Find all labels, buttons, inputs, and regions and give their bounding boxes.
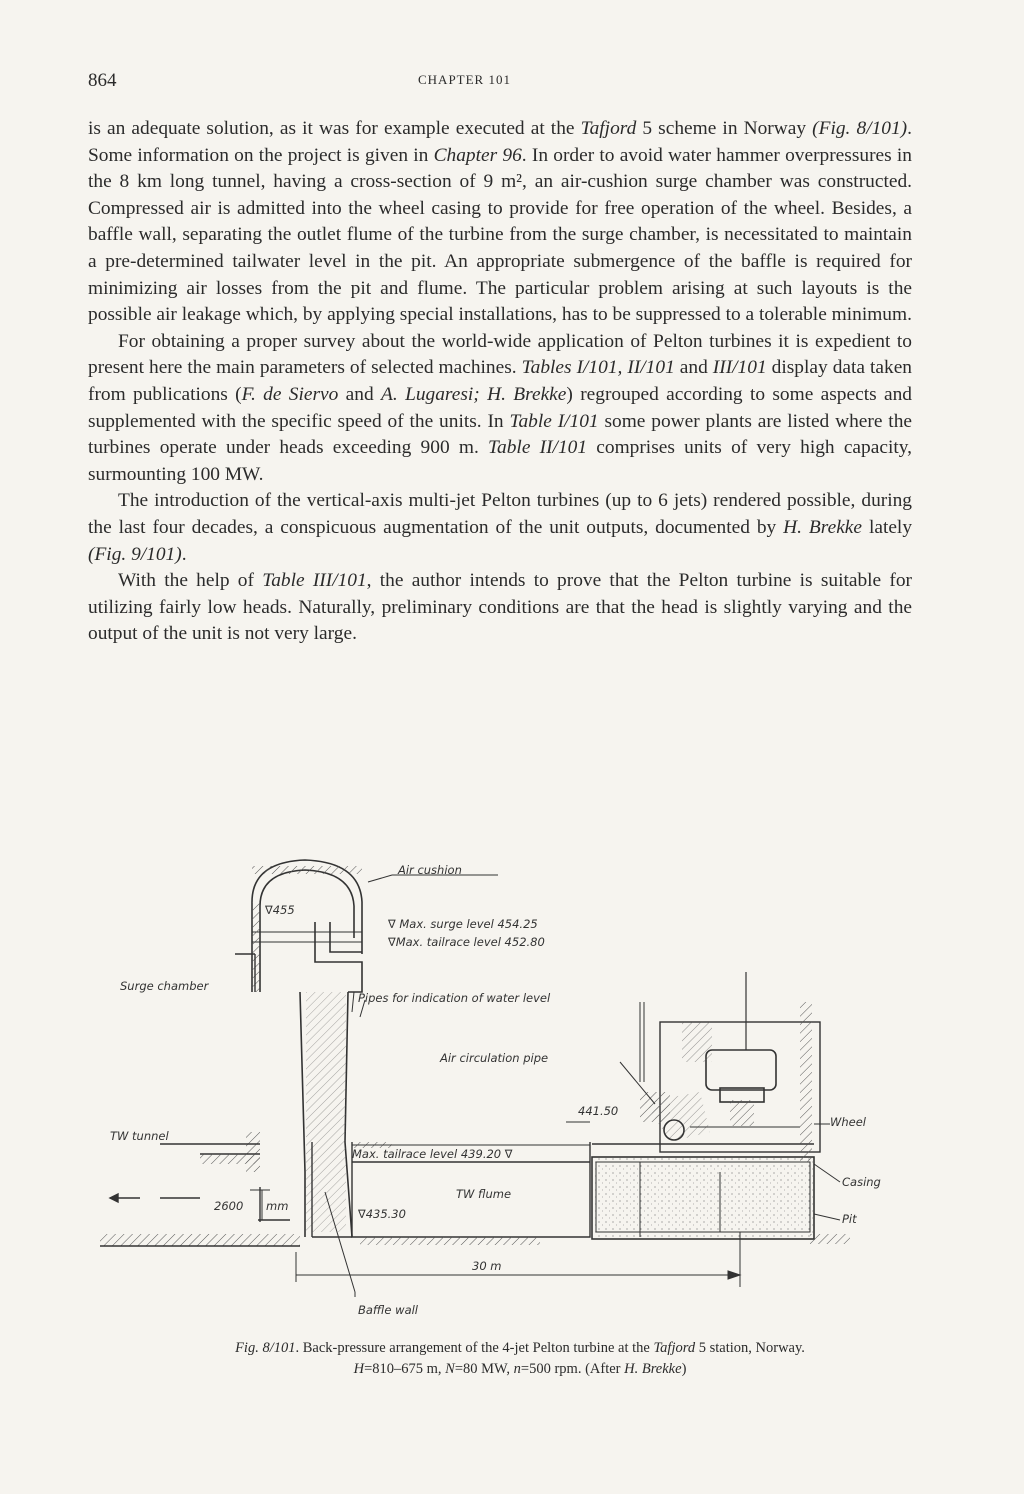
label-pit: Pit <box>842 1212 857 1226</box>
text-run: For obtaining a proper survey about the world-wide application of Pelton turbines it is expedient to present here the main parameters of selected machines. <box>88 330 912 379</box>
label-air-circulation: Air circulation pipe <box>440 1051 549 1065</box>
italic-run: Table I/101 <box>509 410 599 432</box>
label-max-tailrace-2: Max. tailrace level 439.20 ∇ <box>352 1147 513 1161</box>
text-run: =80 MW, <box>454 1361 514 1377</box>
text-run: and <box>338 383 382 405</box>
label-surge-chamber: Surge chamber <box>120 979 209 993</box>
paragraph <box>88 568 912 648</box>
body-text <box>88 116 912 648</box>
text-run: is an adequate solution, as it was for example executed at the <box>88 118 581 139</box>
label-elev-43530: ∇435.30 <box>358 1207 406 1221</box>
text-run: and <box>674 357 713 379</box>
italic-run: H. Brekke <box>624 1361 682 1377</box>
italic-run: Tafjord <box>653 1340 696 1356</box>
label-max-surge: ∇ Max. surge level 454.25 <box>388 917 538 931</box>
text-run: comprises units of very high capacity, surmounting 100 MW. <box>88 437 913 485</box>
text-run: =810–675 m, <box>364 1361 446 1377</box>
italic-run: Table II/101 <box>488 437 588 459</box>
text-run: display data taken from publications ( <box>88 357 912 405</box>
text-run: 5 scheme in Norway <box>636 118 813 139</box>
italic-run: Fig. 8/101 <box>235 1340 296 1356</box>
italic-run: F. de Siervo <box>241 383 339 405</box>
italic-run: H <box>353 1361 365 1377</box>
text-run: 5 station, Norway. <box>695 1340 805 1356</box>
chapter-title: CHAPTER 101 <box>418 72 511 87</box>
label-elev-455: ∇455 <box>265 903 295 917</box>
label-elev-44150: 441.50 <box>578 1104 619 1118</box>
label-max-tailrace: ∇Max. tailrace level 452.80 <box>388 935 545 949</box>
paragraph <box>88 116 912 329</box>
paragraph <box>88 329 912 489</box>
label-dim-2600: 2600 <box>214 1199 244 1213</box>
label-air-cushion: Air cushion <box>398 863 462 877</box>
italic-run: A. Lugaresi; H. Brekke <box>381 383 567 405</box>
italic-run: III/101 <box>712 357 767 379</box>
italic-run: Tafjord <box>580 118 637 139</box>
text-run: =500 rpm. (After <box>520 1361 625 1377</box>
page-header <box>88 70 912 94</box>
italic-run: H. Brekke <box>783 516 863 538</box>
label-pipes: Pipes for indication of water level <box>358 991 551 1005</box>
page-number: 864 <box>88 70 117 91</box>
text-run: ) regrouped according to some aspects and supplemented with the specific speed of the units. In <box>88 383 912 432</box>
text-run: . Back-pressure arrangement of the 4-jet Pelton turbine at the <box>295 1340 654 1356</box>
text-run: . In order to avoid water hammer overpressures in the 8 km long tunnel, having a cross-section of 9 m², an air-cushion surge chamber was constructed. Compressed air is admitted into the wheel casing to provide for free operation of the wheel. Besides, a baffle wall, separating the outlet flume of the turbine from the surge chamber, is necessitated to maintain a pre-determined tailwater level in the pit. An appropriate submergence of the baffle is required for minimizing air losses from the pit and flume. The particular problem arising at such layouts is the possible air leakage which, by applying special installations, has to be suppressed to a tolerable minimum. <box>88 144 912 326</box>
text-run: With the help of <box>118 570 263 592</box>
text-run: some power plants are listed where the turbines operate under heads exceeding 900 m. <box>88 410 912 459</box>
label-dim-30m: 30 m <box>472 1259 502 1273</box>
label-tw-flume: TW flume <box>456 1187 512 1201</box>
italic-run: (Fig. 8/101) <box>812 118 908 139</box>
text-run: ) <box>681 1361 687 1377</box>
label-wheel: Wheel <box>830 1115 867 1129</box>
paragraph <box>88 488 912 568</box>
italic-run: Tables I/101, II/101 <box>521 357 675 379</box>
italic-run: Chapter 96 <box>433 144 522 166</box>
label-unit-mm: mm <box>266 1199 289 1213</box>
label-casing: Casing <box>842 1175 881 1189</box>
italic-run: n <box>513 1361 521 1377</box>
label-baffle-wall: Baffle wall <box>358 1303 419 1317</box>
pit-drawing <box>592 972 850 1244</box>
figure-caption-line-2 <box>120 1359 920 1380</box>
label-tw-tunnel: TW tunnel <box>110 1129 169 1143</box>
italic-run: Table III/101 <box>262 570 367 592</box>
text-run: . Some information on the project is given in <box>88 118 912 166</box>
text-run: lately <box>862 516 913 538</box>
italic-run: (Fig. 9/101) <box>88 543 182 565</box>
text-run: The introduction of the vertical-axis multi-jet Pelton turbines (up to 6 jets) rendered possible, during the last four decades, a conspicuous augmentation of the unit outputs, documented by <box>88 490 912 538</box>
text-run: , the author intends to prove that the Pelton turbine is suitable for utilizing fairly low heads. Naturally, preliminary conditions are that the head is slightly varying and the output of the unit is not very large. <box>88 570 912 645</box>
figure-caption-line-1 <box>120 1338 920 1359</box>
italic-run: N <box>445 1361 455 1377</box>
text-run: . <box>181 543 187 565</box>
